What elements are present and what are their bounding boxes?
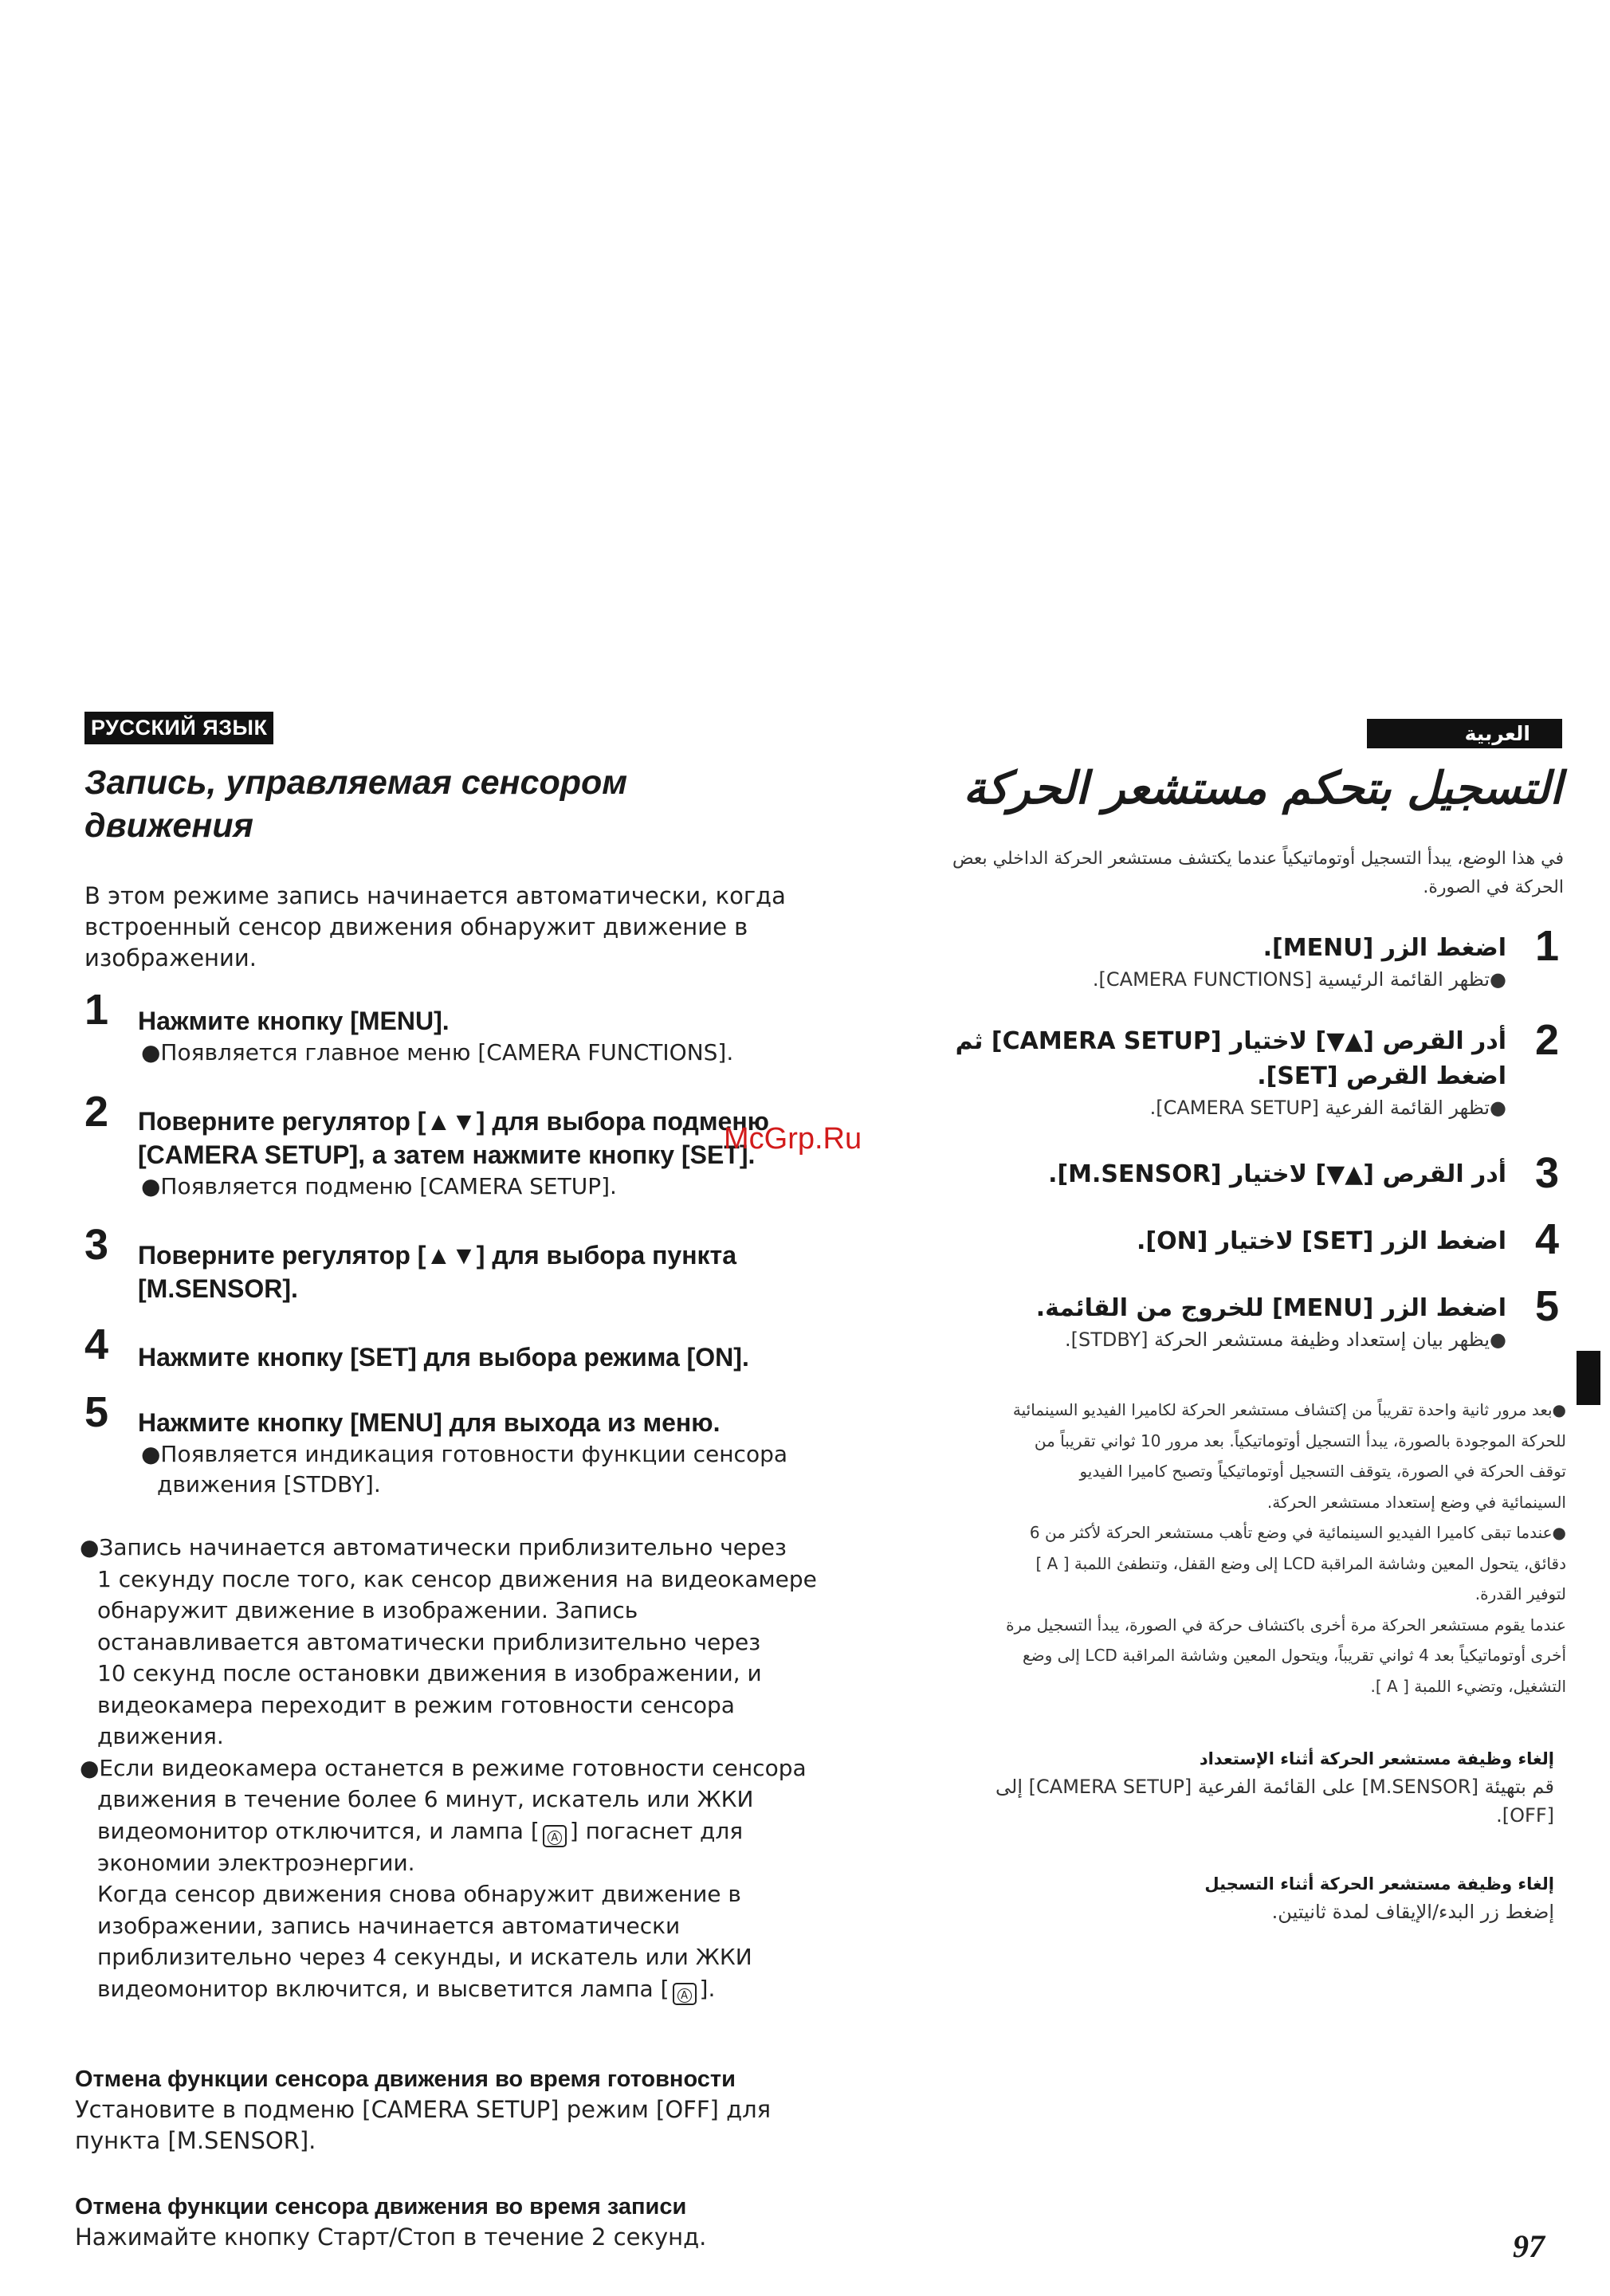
intro-line: الحركة في الصورة. xyxy=(1423,877,1564,897)
ar-cancel-standby-text: [OFF]. xyxy=(1496,1804,1554,1827)
ar-cancel-recording-section xyxy=(917,1870,1554,1926)
notes-russian xyxy=(80,1532,845,2005)
cancel-recording-section xyxy=(75,2192,706,2253)
notes-arabic xyxy=(905,1395,1566,1701)
language-tag-russian: РУССКИЙ ЯЗЫК xyxy=(84,712,273,744)
step-2 xyxy=(138,1105,769,1202)
ar-note-line: ●عندما تبقى كاميرا الفيديو السينمائية في وضع تأهب مستشعر الحركة لأكثر من 6 xyxy=(1029,1523,1566,1542)
step-1-instruction: Нажмите кнопку [MENU]. xyxy=(138,1007,450,1035)
page-number: 97 xyxy=(1513,2228,1545,2264)
ar-step-5-instruction: اضغط الزر [MENU] للخروج من القائمة. xyxy=(1035,1294,1506,1322)
ar-cancel-standby-section xyxy=(917,1745,1554,1830)
ar-cancel-recording-heading: إلغاء وظيفة مستشعر الحركة أثناء التسجيل xyxy=(1204,1874,1554,1894)
ar-step-2-result: ●تظهر القائمة الفرعية [CAMERA SETUP]. xyxy=(1149,1097,1506,1119)
ar-step-1-result: ●تظهر القائمة الرئيسية [CAMERA FUNCTIONS]. xyxy=(1092,968,1506,991)
ar-step-2 xyxy=(909,1024,1506,1121)
cancel-standby-heading: Отмена функции сенсора движения во время готовности xyxy=(75,2066,736,2092)
note-line: видеокамера переходит в режим готовности сенсора xyxy=(97,1691,735,1718)
note-line: движения в течение более 6 минут, искатель или ЖКИ xyxy=(97,1786,754,1812)
cancel-standby-section xyxy=(75,2064,771,2157)
ar-note-line: التشغيل، وتضيء اللمبة [ A ]. xyxy=(1370,1676,1566,1696)
ar-step-2-instruction: أدر القرص [▲▼] لاختيار [CAMERA SETUP] ثم xyxy=(955,1027,1506,1055)
ar-step-4 xyxy=(909,1224,1506,1259)
intro-paragraph-russian xyxy=(84,881,786,974)
ar-step-number-1: 1 xyxy=(1535,922,1560,970)
note-line: Когда сенсор движения снова обнаружит движение в xyxy=(97,1881,741,1907)
ar-step-5-result: ●يظهر بيان إستعداد وظيفة مستشعر الحركة [STDBY]. xyxy=(1064,1329,1506,1351)
ar-step-3 xyxy=(909,1157,1506,1192)
ar-note-line: توقف الحركة في الصورة، يتوقف التسجيل أوتوماتيكياً وتصبح كاميرا الفيديو xyxy=(1079,1462,1566,1481)
watermark: McGrp.Ru xyxy=(724,1122,862,1156)
page-title-arabic: التسجيل بتحكم مستشعر الحركة xyxy=(963,763,1562,814)
step-1 xyxy=(138,1004,733,1068)
step-3 xyxy=(138,1238,736,1305)
note-line: 1 секунду после того, как сенсор движения на видеокамере xyxy=(97,1565,817,1592)
step-4-instruction: Нажмите кнопку [SET] для выбора режима [ON]. xyxy=(138,1343,749,1372)
step-3-instruction: Поверните регулятор [▲▼] для выбора пункта xyxy=(138,1241,737,1270)
language-tag-arabic: العربية xyxy=(1367,719,1562,748)
note-text: ] погаснет для xyxy=(569,1817,744,1844)
ar-cancel-standby-heading: إلغاء وظيفة مستشعر الحركة أثناء الإستعداد xyxy=(1199,1749,1554,1768)
note-text: видеомонитор отключится, и лампа [ xyxy=(97,1817,540,1844)
ar-step-number-4: 4 xyxy=(1535,1215,1560,1263)
page-title-russian xyxy=(84,761,627,847)
ar-step-3-instruction: أدر القرص [▲▼] لاختيار [M.SENSOR]. xyxy=(1048,1160,1506,1188)
intro-line: встроенный сенсор движения обнаружит движение в xyxy=(84,913,748,940)
ar-step-number-5: 5 xyxy=(1535,1282,1560,1330)
step-2-instruction: [CAMERA SETUP], а затем нажмите кнопку [SET]. xyxy=(138,1140,756,1169)
step-5 xyxy=(138,1406,787,1500)
step-1-result: ●Появляется главное меню [CAMERA FUNCTIONS]. xyxy=(141,1039,734,1066)
ar-note-line: ●بعد مرور ثانية واحدة تقريباً من إكتشاف مستشعر الحركة لكاميرا الفيديو السينمائية xyxy=(1012,1400,1566,1419)
intro-paragraph-arabic xyxy=(901,845,1564,902)
step-3-instruction: [M.SENSOR]. xyxy=(138,1274,298,1303)
step-number-4: 4 xyxy=(84,1321,109,1368)
step-5-result: движения [STDBY]. xyxy=(157,1471,381,1497)
ar-step-4-instruction: اضغط الزر [SET] لاختيار [ON]. xyxy=(1136,1227,1506,1255)
ar-cancel-standby-text: قم بتهيئة [M.SENSOR] على القائمة الفرعية [CAMERA SETUP] إلى xyxy=(995,1776,1554,1798)
title-line-1: Запись, управляемая сенсором xyxy=(84,763,628,802)
step-5-instruction: Нажмите кнопку [MENU] для выхода из меню. xyxy=(138,1408,721,1437)
ar-note-line: عندما يقوم مستشعر الحركة مرة أخرى باكتشاف حركة في الصورة، يبدأ التسجيل مرة xyxy=(1006,1615,1566,1635)
note-line: ●Если видеокамера останется в режиме готовности сенсора xyxy=(80,1754,807,1781)
cancel-recording-text: Нажимайте кнопку Старт/Стоп в течение 2 секунд. xyxy=(75,2223,707,2251)
note-line xyxy=(80,1973,845,2005)
ar-step-1-instruction: اضغط الزر [MENU]. xyxy=(1262,934,1506,962)
ar-step-number-3: 3 xyxy=(1535,1149,1560,1197)
step-2-result: ●Появляется подменю [CAMERA SETUP]. xyxy=(141,1173,617,1199)
note-line: движения. xyxy=(97,1723,224,1749)
note-text: видеомонитор включится, и высветится лампа [ xyxy=(97,1975,670,2002)
lamp-icon xyxy=(673,1983,697,2005)
intro-line: في هذا الوضع، يبدأ التسجيل أوتوماتيكياً عندما يكتشف مستشعر الحركة الداخلي بعض xyxy=(952,849,1564,869)
note-line: ●Запись начинается автоматически приблизительно через xyxy=(80,1534,787,1560)
ar-note-line: للحركة الموجودة بالصورة، يبدأ التسجيل أوتوماتيكياً. بعد مرور 10 ثواني تقريباً من xyxy=(1034,1431,1566,1450)
note-line: изображении, запись начинается автоматически xyxy=(97,1912,681,1939)
step-number-3: 3 xyxy=(84,1221,109,1269)
ar-note-line: دقائق، يتحول المعين وشاشة المراقبة LCD إلى وضع القفل، وتنطفئ اللمبة [ A ] xyxy=(1035,1553,1566,1573)
thumb-index-mark xyxy=(1577,1351,1600,1405)
note-line: 10 секунд после остановки движения в изображении, и xyxy=(97,1660,762,1686)
step-2-instruction: Поверните регулятор [▲▼] для выбора подменю xyxy=(138,1107,769,1136)
note-text: ]. xyxy=(699,1975,716,2002)
step-number-2: 2 xyxy=(84,1088,109,1136)
title-line-2: движения xyxy=(84,807,253,845)
lamp-icon xyxy=(543,1825,567,1847)
step-5-result: ●Появляется индикация готовности функции сенсора xyxy=(141,1441,788,1467)
step-number-1: 1 xyxy=(84,986,109,1034)
lamp-letter: A xyxy=(677,1988,692,2003)
note-line xyxy=(80,1815,845,1847)
note-line: останавливается автоматически приблизительно через xyxy=(97,1628,761,1655)
lamp-letter: A xyxy=(548,1831,562,1845)
cancel-standby-text: пункта [M.SENSOR]. xyxy=(75,2127,316,2154)
cancel-standby-text: Установите в подменю [CAMERA SETUP] режим [OFF] для xyxy=(75,2096,772,2123)
note-line: приблизительно через 4 секунды, и искатель или ЖКИ xyxy=(97,1944,752,1970)
ar-step-2-instruction: اضغط القرص [SET]. xyxy=(1257,1062,1506,1090)
ar-step-1 xyxy=(909,931,1506,993)
ar-note-line: لتوفير القدرة. xyxy=(1475,1584,1566,1603)
ar-step-5 xyxy=(909,1291,1506,1353)
ar-note-line: أخرى أوتوماتيكياً بعد 4 ثواني تقريباً، ويتحول المعين وشاشة المراقبة LCD إلى وضع xyxy=(1022,1646,1566,1665)
intro-line: В этом режиме запись начинается автоматически, когда xyxy=(84,882,786,909)
cancel-recording-heading: Отмена функции сенсора движения во время записи xyxy=(75,2194,687,2219)
note-line: обнаружит движение в изображении. Запись xyxy=(97,1597,638,1623)
step-4 xyxy=(138,1340,749,1374)
ar-cancel-recording-text: إضغط زر البدء/الإيقاف لمدة ثانيتين. xyxy=(1271,1901,1554,1923)
ar-step-number-2: 2 xyxy=(1535,1016,1560,1064)
step-number-5: 5 xyxy=(84,1388,109,1436)
note-line: экономии электроэнергии. xyxy=(97,1849,415,1876)
ar-note-line: السينمائية في وضع إستعداد مستشعر الحركة. xyxy=(1266,1492,1566,1512)
intro-line: изображении. xyxy=(84,944,257,971)
